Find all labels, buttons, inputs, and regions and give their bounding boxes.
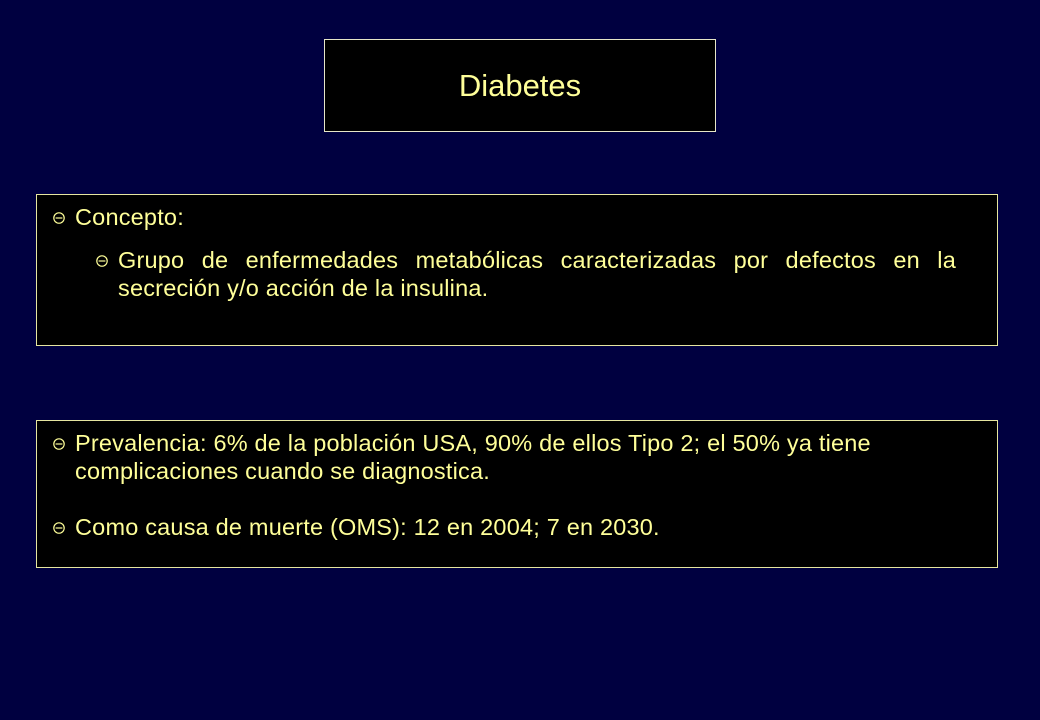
concept-definition-bullet (96, 246, 956, 302)
prevalence-bullet (53, 429, 973, 485)
circled-minus-bullet-icon (53, 212, 65, 224)
prevalence-text: Prevalencia: 6% de la población USA, 90% de ellos Tipo 2; el 50% ya tiene complicaciones cuando se diagnostica. (75, 430, 871, 484)
circled-minus-bullet-icon (53, 522, 65, 534)
concept-definition-text: Grupo de enfermedades metabólicas caracterizadas por defectos en la secreción y/o acción de la insulina. (118, 247, 956, 301)
circled-minus-bullet-icon (96, 255, 108, 267)
mortality-bullet (53, 513, 973, 541)
concept-heading: Concepto: (75, 204, 184, 230)
mortality-text: Como causa de muerte (OMS): 12 en 2004; 7 en 2030. (75, 514, 660, 540)
concept-bullet (53, 203, 973, 231)
circled-minus-bullet-icon (53, 438, 65, 450)
facts-box (36, 420, 998, 568)
concept-box (36, 194, 998, 346)
slide-title-box (324, 39, 716, 132)
slide-title: Diabetes (458, 68, 582, 103)
